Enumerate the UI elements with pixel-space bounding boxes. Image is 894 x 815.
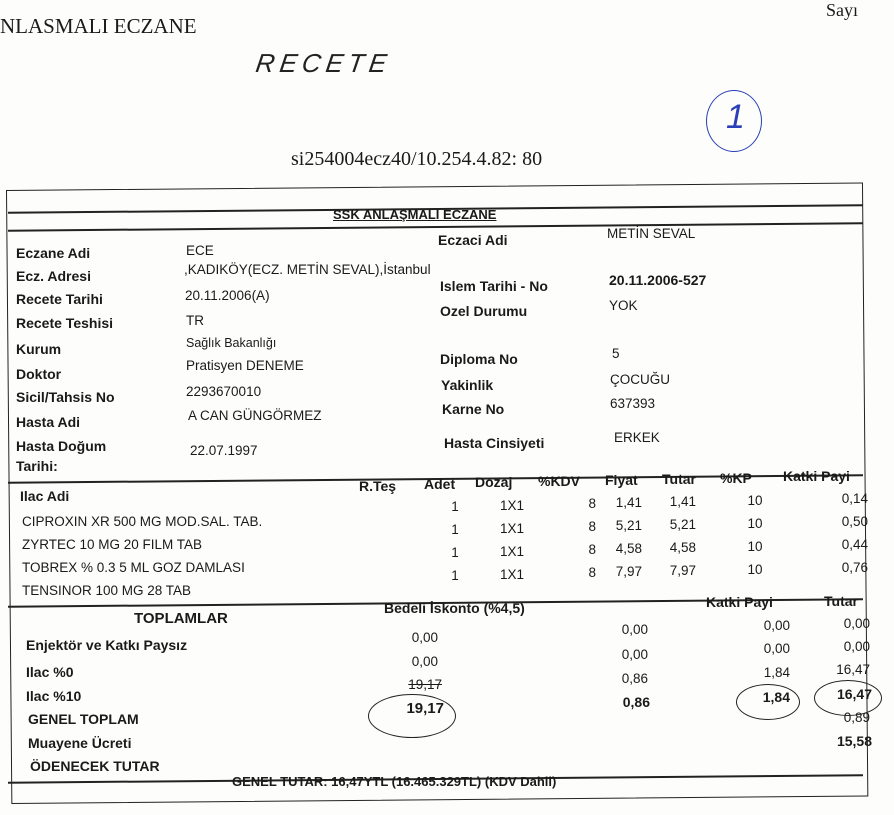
field-label-doktor: Doktor xyxy=(16,366,62,382)
totals-col-tutar: Tutar xyxy=(824,593,858,609)
header-left: NLASMALI ECZANE xyxy=(0,14,197,38)
totals-col-katki: Katki Payi xyxy=(706,594,773,610)
totals-katki: 1,84 xyxy=(763,665,790,680)
drug-kp: 10 xyxy=(747,562,763,577)
field-label-eczaci-adi: Eczaci Adi xyxy=(438,232,508,248)
drug-katki: 0,50 xyxy=(841,514,868,529)
drug-fiyat: 4,58 xyxy=(615,541,642,556)
totals-tutar: 0,00 xyxy=(843,639,870,654)
drug-kdv: 8 xyxy=(588,496,596,511)
drug-katki: 0,76 xyxy=(841,560,868,575)
field-label-recete-tarihi: Recete Tarihi xyxy=(16,291,103,307)
field-value-recete-tarihi: 20.11.2006(A) xyxy=(185,288,270,303)
drug-col-fiyat: Fiyat xyxy=(605,472,638,488)
totals-katki-genel: 1,84 xyxy=(762,689,790,705)
field-label-hasta-cinsiyeti: Hasta Cinsiyeti xyxy=(444,435,545,451)
drug-kp: 10 xyxy=(747,539,763,554)
drug-kp: 10 xyxy=(747,493,763,508)
handwritten-word: RECETE xyxy=(253,48,394,78)
field-value-yakinlik: ÇOCUĞU xyxy=(610,372,670,387)
field-label-ecz-adresi: Ecz. Adresi xyxy=(16,268,91,284)
totals-katki: 0,00 xyxy=(763,641,790,656)
drug-col-tutar: Tutar xyxy=(662,471,696,487)
totals-iskonto-genel: 0,86 xyxy=(622,694,650,710)
totals-title: TOPLAMLAR xyxy=(134,610,228,627)
handwritten-circle xyxy=(814,680,882,716)
totals-tutar: 0,00 xyxy=(843,616,870,631)
drug-kdv: 8 xyxy=(588,565,596,580)
field-value-hasta-adi: A CAN GÜNGÖRMEZ xyxy=(188,408,322,423)
field-value-ozel-durumu: YOK xyxy=(609,298,638,313)
totals-label: Ilac %10 xyxy=(26,688,82,704)
header-right: Sayı xyxy=(826,0,859,20)
drug-name: ZYRTEC 10 MG 20 FILM TAB xyxy=(22,537,203,552)
field-value-hasta-cinsiyeti: ERKEK xyxy=(614,430,660,445)
field-value-karne-no: 637393 xyxy=(610,396,656,411)
drug-name: TOBREX % 0.3 5 ML GOZ DAMLASI xyxy=(22,560,245,575)
drug-katki: 0,44 xyxy=(841,537,868,552)
drug-name: TENSINOR 100 MG 28 TAB xyxy=(22,583,192,598)
drug-adet: 1 xyxy=(451,568,459,583)
drug-fiyat: 1,41 xyxy=(615,495,642,510)
field-label-hasta-dogum: Hasta Doğum xyxy=(16,438,107,454)
totals-col-bedeli: Bedeli İskonto (%4,5) xyxy=(384,600,525,616)
totals-tutar-odenecek: 15,58 xyxy=(836,733,872,749)
drug-adet: 1 xyxy=(451,545,459,560)
totals-iskonto: 0,00 xyxy=(621,622,648,637)
form-title: SSK ANLAŞMALI ECZANE xyxy=(333,207,497,222)
field-value-hasta-dogum: 22.07.1997 xyxy=(190,443,258,458)
field-value-eczane-adi: ECE xyxy=(186,243,214,258)
drug-adet: 1 xyxy=(451,499,459,514)
totals-label: Ilac %0 xyxy=(26,664,74,680)
footer-total: GENEL TUTAR: 16,47YTL (16.465.329TL) (KDV Dahil) xyxy=(232,774,557,789)
totals-katki: 0,00 xyxy=(763,618,790,633)
drug-col-kdv: %KDV xyxy=(538,473,581,489)
drug-tutar: 1,41 xyxy=(669,494,696,509)
field-label-hasta-dogum-2: Tarihi: xyxy=(16,458,58,474)
totals-iskonto: 0,00 xyxy=(621,647,648,662)
drug-kdv: 8 xyxy=(588,519,596,534)
drug-name: CIPROXIN XR 500 MG MOD.SAL. TAB. xyxy=(22,514,263,529)
totals-label: Enjektör ve Katkı Paysız xyxy=(26,637,188,653)
totals-bedeli: 0,00 xyxy=(411,654,438,669)
field-value-recete-teshisi: TR xyxy=(186,313,204,328)
field-value-islem-tarihi: 20.11.2006-527 xyxy=(609,272,707,288)
field-value-eczaci-adi: METİN SEVAL xyxy=(607,226,696,241)
drug-fiyat: 5,21 xyxy=(615,518,642,533)
field-value-ecz-adresi: ,KADIKÖY(ECZ. METİN SEVAL),İstanbul xyxy=(184,262,431,277)
drug-tutar: 5,21 xyxy=(669,517,696,532)
totals-label-odenecek: ÖDENECEK TUTAR xyxy=(30,758,160,774)
field-label-islem-tarihi: Islem Tarihi - No xyxy=(440,278,548,294)
totals-tutar-muayene: 0,89 xyxy=(843,710,870,725)
drug-col-rtes: R.Teş xyxy=(359,478,397,494)
totals-tutar-genel: 16,47 xyxy=(836,686,872,702)
handwritten-circle xyxy=(368,694,456,738)
field-value-sicil: 2293670010 xyxy=(186,384,262,399)
field-value-kurum: Sağlık Bakanlığı xyxy=(186,336,277,350)
drug-dozaj: 1X1 xyxy=(499,567,525,582)
field-label-diploma-no: Diploma No xyxy=(440,351,518,367)
drug-col-kp: %KP xyxy=(720,470,752,486)
field-value-diploma-no: 5 xyxy=(612,346,620,361)
drug-katki: 0,14 xyxy=(841,491,868,506)
totals-iskonto: 0,86 xyxy=(621,671,648,686)
field-label-ozel-durumu: Ozel Durumu xyxy=(440,303,528,319)
drug-col-dozaj: Dozaj xyxy=(475,474,513,490)
field-label-eczane-adi: Eczane Adi xyxy=(16,245,91,261)
totals-bedeli-genel: 19,17 xyxy=(406,700,444,717)
field-label-sicil: Sicil/Tahsis No xyxy=(16,389,115,405)
drug-dozaj: 1X1 xyxy=(499,498,525,513)
drug-dozaj: 1X1 xyxy=(499,521,525,536)
drug-kdv: 8 xyxy=(588,542,596,557)
drug-tutar: 4,58 xyxy=(669,540,696,555)
drug-tutar: 7,97 xyxy=(669,563,696,578)
address-line: si254004ecz40/10.254.4.82: 80 xyxy=(291,148,543,170)
handwritten-number: 1 xyxy=(726,98,745,136)
drug-dozaj: 1X1 xyxy=(499,544,525,559)
totals-bedeli: 0,00 xyxy=(411,630,438,645)
field-label-hasta-adi: Hasta Adi xyxy=(16,414,81,430)
field-label-yakinlik: Yakinlik xyxy=(441,377,494,393)
totals-tutar: 16,47 xyxy=(836,662,870,677)
field-value-doktor: Pratisyen DENEME xyxy=(186,358,304,373)
drug-col-name: Ilac Adi xyxy=(20,488,70,504)
drug-fiyat: 7,97 xyxy=(615,564,642,579)
drug-col-katki: Katki Payi xyxy=(783,468,850,484)
totals-label-genel-toplam: GENEL TOPLAM xyxy=(28,711,139,727)
field-label-kurum: Kurum xyxy=(16,341,62,357)
drug-kp: 10 xyxy=(747,516,763,531)
field-label-karne-no: Karne No xyxy=(442,401,505,417)
field-label-recete-teshisi: Recete Teshisi xyxy=(16,315,114,331)
totals-label-muayene: Muayene Ücreti xyxy=(28,735,132,751)
handwritten-circle xyxy=(736,684,800,720)
drug-adet: 1 xyxy=(451,522,459,537)
totals-bedeli: 19,17 xyxy=(408,677,442,692)
drug-col-adet: Adet xyxy=(424,476,456,492)
